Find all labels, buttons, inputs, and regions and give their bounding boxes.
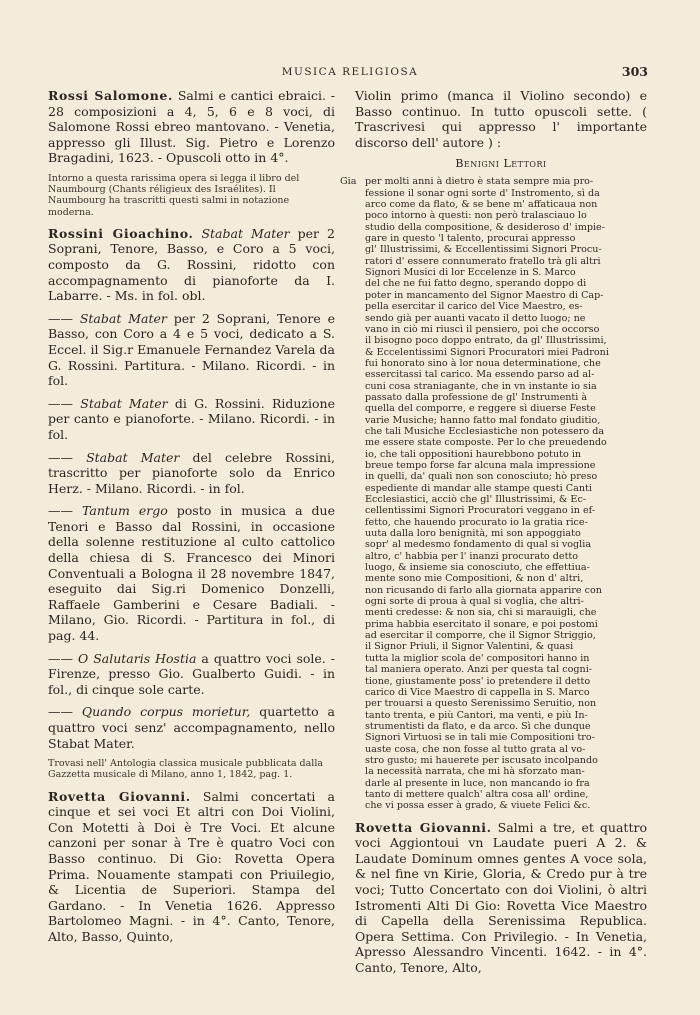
dash: —— bbox=[48, 650, 73, 666]
entry-text: quartetto a quattro voci senz' accompagnamento, nello Stabat Mater. bbox=[48, 704, 335, 751]
letter-line: altro, c' habbia per l' inanzi procurato detto bbox=[365, 550, 579, 562]
entry-text: Salmi a tre, et quattro voci Aggiontoui vn Laudate pueri A 2. & Laudate Dominum omnes gentes A voce sola, & nel fine vn Kirie, Gloria, & Credo pur à tre voci; Tutto Concertato con doi Violini, ò altri Istromenti Alti Di Gio: Rovetta Vice Maestro di Capella della Serenissima Republica. Opera Settima. Con Privilegio. - In Venetia, Apresso Alessandro Vincenti. 1642. - in 4°. Canto, Tenore, Alto, bbox=[355, 819, 647, 975]
right-column bbox=[340, 88, 647, 983]
letter-line: studio della compositione, & desideroso d' impie- bbox=[365, 221, 605, 233]
letter-line: gare in questo 'l talento, procurai appresso bbox=[365, 233, 576, 245]
subentry bbox=[48, 651, 335, 698]
letter-line: io, che tali oppositioni haurebbono potuto in bbox=[365, 448, 582, 460]
entry-text: Salmi concertati a cinque et sei voci Et altri con Doi Violini, Con Motetti à Doi è Tre Voci. Et alcune canzoni per sonar à Tre è quatro Voci con Basso continuo. Di Gio: Rovetta Opera Prima. Nouamente stampati con Priuilegio, & Licentia de Superiori. Stampa del Gardano. - In Venetia 1626. Appresso Bartolomeo Magni. - in 4°. Canto, Tenore, Alto, Basso, Quinto, bbox=[48, 788, 335, 944]
letter-line: sopr' al medesmo fondamento di qual si voglia bbox=[365, 539, 592, 551]
entry-name: Rovetta Giovanni. bbox=[355, 819, 492, 835]
letter-line: vano in ciò mi riuscì il pensiero, poi che occorso bbox=[365, 323, 600, 335]
letter-line: tutta la miglior scola de' compositori hanno in bbox=[365, 652, 590, 664]
letter-heading: Benigni Lettori bbox=[455, 157, 547, 171]
entry-text: del celebre Rossini, trascritto per pianoforte solo da Enrico Herz. - Milano. Ricordi. - in fol. bbox=[48, 449, 335, 496]
page-number: 303 bbox=[621, 64, 648, 79]
letter-line: breue tempo forse far alcuna mala impressione bbox=[365, 459, 596, 471]
letter-line: me essere state composte. Per lo che preuedendo bbox=[365, 437, 607, 449]
subentry bbox=[48, 503, 335, 643]
letter-line: non ricusando di farlo alla giornata apparire con bbox=[365, 584, 602, 596]
letter-line: fui honorato sino à lor noua determinatione, che bbox=[365, 357, 601, 369]
letter-line: cellentissimi Signori Procuratori veggano in ef- bbox=[365, 505, 596, 517]
letter-line: fetto, che hauendo procurato io la gratia rice- bbox=[365, 516, 588, 528]
work-title: Stabat Mater bbox=[201, 225, 290, 241]
letter-line: del che ne fui fatto degno, sperando doppo di bbox=[365, 278, 587, 290]
entry-text: posto in musica a due Tenori e Basso dal Rossini, in occasione della solenne restituzione al culto cattolico della chiesa di S. Francesco dei Minori Conventuali a Bologna il 28 novembre 1847, eseguito dai Sig.ri Domenico Donzelli, Raffaele Gamberini e Cesare Badiali. - Milano, Gio. Ricordi. - Partitura in fol., di pag. 44. bbox=[48, 503, 335, 644]
entry-rossini bbox=[48, 226, 335, 304]
letter-line: per trouarsi a questo Serenissimo Seruitio, non bbox=[365, 698, 597, 710]
entry-text: per 2 Soprani, Tenore e Basso, con Coro a 4 e 5 voci, dedicato a S. Eccel. il Sig.r Emanuele Fernandez Varela da G. Rossini. Partitura. - Milano. Ricordi. - in fol. bbox=[48, 310, 335, 389]
entry-text: Salmi e cantici ebraici. - 28 composizioni a 4, 5, 6 e 8 voci, di Salomone Rossi ebreo mantovano. - Venetia, appresso gli Illust. Sig. Pietro e Lorenzo Bragadini, 1623. - Opuscoli otto in 4°. bbox=[48, 88, 336, 166]
subentry bbox=[48, 311, 335, 389]
letter-line: tione, giustamente poss' io pretendere il detto bbox=[365, 675, 591, 687]
letter-line: che vi possa esser à grado, & viuete Felici &c. bbox=[365, 800, 591, 812]
dash: —— bbox=[48, 449, 73, 465]
entry-rovetta bbox=[48, 789, 335, 945]
letter-line: che tali Musiche Ecclesiastiche non potessero da bbox=[365, 425, 605, 437]
letter-line: mente sono mie Compositioni, & non d' altri, bbox=[365, 573, 584, 585]
letter-line: gl' Illustrissimi, & Eccellentissimi Signori Procu- bbox=[365, 244, 602, 256]
work-title: Stabat Mater bbox=[79, 310, 167, 326]
letter-line: carico di Vice Maestro di cappella in S. Marco bbox=[365, 686, 590, 698]
subentry bbox=[48, 396, 335, 443]
entry-text: a quattro voci sole. - Firenze, presso Gio. Gualberto Guidi. - in fol., di cinque sole carte. bbox=[48, 650, 335, 697]
work-title: O Salutaris Hostia bbox=[77, 650, 197, 666]
letter-line: uuta dalla loro benignità, mi son appoggiato bbox=[365, 528, 581, 540]
entry-continuation: Violin primo (manca il Violino secondo) e Basso continuo. In tutto opuscoli sette. ( Trascrivesi qui appresso l' importante discorso dell' autore ) : bbox=[355, 88, 647, 150]
entry-name: Rossini Gioachino. bbox=[48, 225, 194, 241]
dash: —— bbox=[48, 503, 73, 519]
letter-line: varie Musiche; hanno fatto mal fondato giuditio, bbox=[365, 414, 601, 426]
entry-name: Rossi Salomone. bbox=[48, 88, 173, 103]
letter-line: tanto di mettere qualch' altra cosa all' ordine, bbox=[365, 788, 589, 800]
letter-line: tanto trenta, e più Cantori, ma venti, e più In- bbox=[365, 709, 588, 721]
letter-line: darle al presente in luce, non mancando io fra bbox=[365, 777, 590, 789]
subentry bbox=[48, 704, 335, 751]
letter-line: pella esercitar il carico del Vice Maestro, es- bbox=[365, 301, 583, 313]
letter-line: arco come da flato, & se bene m' affaticaua non bbox=[365, 199, 598, 211]
entry-rossi bbox=[48, 88, 335, 166]
letter-line: menti credesse: & non sia, chi si marauigli, che bbox=[365, 607, 597, 619]
letter-line: fessione il sonar ogni sorte d' Instromento, sì da bbox=[365, 187, 600, 199]
work-title: Tantum ergo bbox=[82, 503, 168, 519]
letter-line: la necessità narrata, che mi hà sforzato man- bbox=[365, 766, 585, 778]
letter-line: Ecclesiastici, acciò che gl' Illustrissimi, & Ec- bbox=[365, 494, 587, 505]
dash: —— bbox=[48, 310, 73, 326]
letter-line: sendo già per auanti vacato il detto luogo; ne bbox=[365, 312, 586, 324]
letter-line: per molti anni à dietro è stata sempre mia pro- bbox=[365, 176, 594, 188]
work-title: Quando corpus morietur, bbox=[81, 704, 251, 720]
letter-line: Signori Musici di lor Eccelenze in S. Marco bbox=[365, 267, 576, 279]
letter-line: Signori Virtuosi se in tali mie Compositioni tro- bbox=[365, 732, 595, 744]
entry-name: Rovetta Giovanni. bbox=[48, 788, 191, 804]
letter-line: prima habbia esercitato il sonare, e poi postomi bbox=[365, 618, 598, 630]
letter-line: poco intorno à questi: non però tralasciauo lo bbox=[365, 210, 587, 222]
work-title: Stabat Mater bbox=[80, 395, 168, 411]
work-title: Stabat Mater bbox=[86, 449, 180, 465]
letter-line: poter in mancamento del Signor Maestro di Cap- bbox=[365, 289, 604, 301]
letter-line: passato dalla professione de gl' Instrumenti à bbox=[365, 391, 588, 403]
letter-line: uaste cosa, che non fosse al tutto grata al vo- bbox=[365, 743, 586, 755]
letter-line: ratori d' essere connumerato fratello trà gli altri bbox=[365, 255, 601, 267]
letter-line: essercitassi tal carico. Ma essendo parso ad al- bbox=[365, 369, 595, 381]
entry-text: per 2 Soprani, Tenore, Basso, e Coro a 5 voci, composto da G. Rossini, ridotto con accompagnamento di pianoforte da I. Labarre. - Ms. in fol. obl. bbox=[48, 225, 335, 304]
subentry bbox=[48, 450, 335, 497]
entry-text: di G. Rossini. Riduzione per canto e pianoforte. - Milano. Ricordi. - in fol. bbox=[48, 395, 335, 442]
letter-line: tal maniera operato. Anzi per questa tal cogni- bbox=[365, 664, 593, 676]
letter-line: ogni sorte di proua à qual si voglia, che altri- bbox=[365, 596, 584, 608]
letter-line: il Signor Priuli, il Signor Valentini, & quasi bbox=[365, 641, 574, 653]
letter-line: ad esercitar il comporre, che il Signor Striggio, bbox=[365, 630, 596, 642]
running-title: MUSICA RELIGIOSA bbox=[281, 66, 419, 78]
letter-line: stro gusto; mi hauerete per iscusato incolpando bbox=[365, 754, 598, 766]
entry-note: Trovasi nell' Antologia classica musicale pubblicata dalla Gazzetta musicale di Milano, anno 1, 1842, pag. 1. bbox=[48, 758, 324, 781]
letter-line: quella del comporre, e reggere sì diuerse Feste bbox=[365, 403, 596, 415]
letter-line: il bisogno poco doppo entrato, da gl' Illustrissimi, bbox=[365, 335, 607, 347]
entry-note: Intorno a questa rarissima opera si legga il libro del Naumbourg (Chants réligieux des Israélites). Il Naumbourg ha trascritti questi salmi in notazione moderna. bbox=[48, 172, 300, 218]
letter-line: strumentisti da flato, e da arco. Sì che dunque bbox=[365, 720, 591, 732]
dash: —— bbox=[48, 704, 73, 720]
dash: —— bbox=[48, 395, 73, 411]
letter-line: luogo, & insieme sia conosciuto, che effettiua- bbox=[365, 562, 590, 574]
letter-line: espediente di mandar alle stampe questi Canti bbox=[365, 482, 592, 494]
letter-line: in quelli, da' quali non son conosciuto; hò preso bbox=[365, 471, 598, 483]
letter-line: & Eccelentissimi Signori Procuratori miei Padroni bbox=[365, 346, 609, 358]
margin-word: Gia bbox=[340, 176, 357, 188]
letter-line: cuni cosa straniagante, che in vn instante io sia bbox=[365, 380, 597, 392]
author-letter bbox=[340, 176, 647, 812]
entry-rovetta bbox=[355, 820, 647, 976]
left-column bbox=[48, 88, 335, 952]
